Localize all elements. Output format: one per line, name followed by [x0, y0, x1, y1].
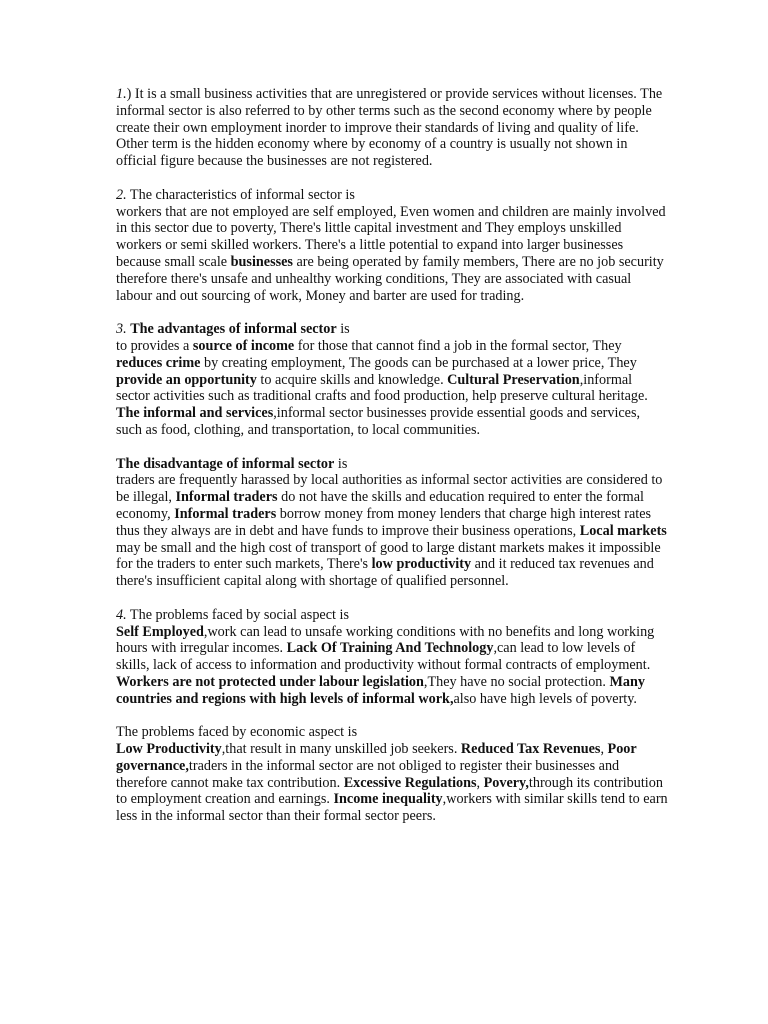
- section-number: 2.: [116, 186, 127, 203]
- paragraph-gap: [116, 590, 668, 607]
- paragraph-gap: [116, 439, 668, 456]
- paragraph-gap: [116, 304, 668, 321]
- paragraph-gap: [116, 707, 668, 724]
- paragraph-1: 1.) It is a small business activities that are unregistered or provide services without licenses. The informal sector is also referred to by other terms such as the second economy where by people create their own employment inorder to improve their standards of living and quality of life. Other term is the hidden economy where by economy of a country is usually not shown in official figure because the businesses are not registered.: [116, 86, 663, 170]
- disadvantages-heading: The disadvantage of informal sector is: [116, 455, 348, 472]
- section-number: 3.: [116, 321, 127, 338]
- paragraph-gap: [116, 170, 668, 187]
- advantages-heading: 3. The advantages of informal sector is: [116, 321, 350, 338]
- disadvantages-body: traders are frequently harassed by local authorities as informal sector activities are considered to be illegal, Informal traders do not have the skills and education required to enter the formal economy, Informal traders borrow money from money lenders that charge high interest rates thus they always are in debt and have funds to improve their business operations, Local markets may be small and the high cost of transport of good to large distant markets makes it impossible for the traders to enter such markets, There's low productivity and it reduced tax revenues and there's insufficient capital along with shortage of qualified personnel.: [116, 472, 667, 590]
- economic-heading: The problems faced by economic aspect is: [116, 724, 358, 741]
- advantages-services: The informal and services,informal sector businesses provide essential goods and services, such as food, clothing, and transportation, to local communities.: [116, 405, 641, 438]
- characteristics-body: workers that are not employed are self employed, Even women and children are mainly involved in this sector due to poverty, There's little capital investment and They employs unskilled workers or semi skilled workers. There's a little potential to expand into larger businesses because small scale businesses are being operated by family members, There are no job security therefore there's unsafe and unhealthy working conditions, They are associated with casual labour and out sourcing of work, Money and barter are used for trading.: [116, 203, 666, 304]
- section-number: 1.: [116, 86, 127, 102]
- social-body: Self Employed,work can lead to unsafe working conditions with no benefits and long working hours with irregular incomes. Lack Of Training And Technology,can lead to low levels of skills, lack of access to information and productivity without formal contracts of employment. Workers are not protected under labour legislation,They have no social protection. Many countries and regions with high levels of informal work,also have high levels of poverty.: [116, 623, 655, 707]
- characteristics-heading: 2. The characteristics of informal sector is: [116, 186, 355, 203]
- advantages-body: to provides a source of income for those that cannot find a job in the formal sector, They reduces crime by creating employment, The goods can be purchased at a lower price, They provide an opportunity to acquire skills and knowledge. Cultural Preservation,informal sector activities such as traditional crafts and food production, help preserve cultural heritage.: [116, 337, 648, 405]
- social-heading: 4. The problems faced by social aspect is: [116, 606, 349, 623]
- economic-body: Low Productivity,that result in many unskilled job seekers. Reduced Tax Revenues, Poor governance,traders in the informal sector are not obliged to register their businesses and therefore cannot make tax contribution. Excessive Regulations, Povery,through its contribution to employment creation and earnings. Income inequality,workers with similar skills tend to earn less in the informal sector than their formal sector peers.: [116, 741, 668, 825]
- section-number: 4.: [116, 606, 127, 623]
